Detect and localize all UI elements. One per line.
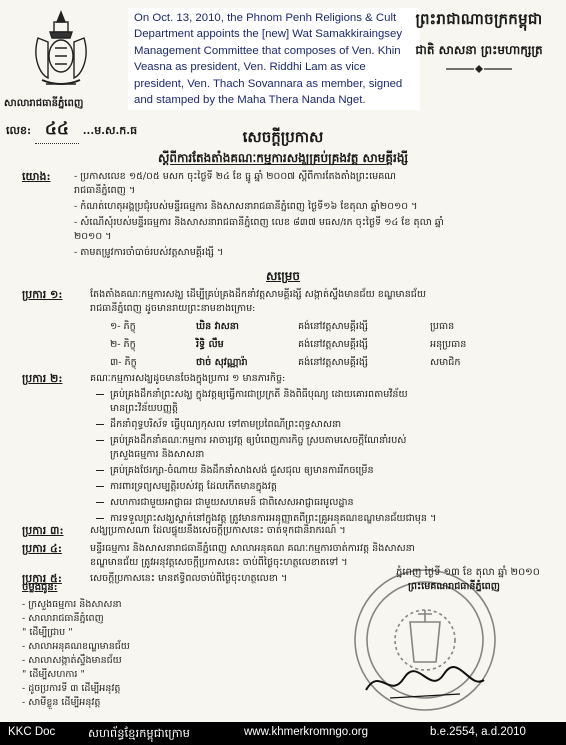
considering-line: ២០១០ ។ bbox=[74, 231, 112, 242]
cc-item: - សាមីខ្លួន ដើម្បីអនុវត្ត bbox=[22, 697, 101, 708]
considering-line: - ប្រកាសលេខ ១៥/០៥ មសក ចុះថ្ងៃទី ២៤ ខែ ធ្នូ ឆ្នាំ ២០០៧ ស្ដីពីការតែងតាំងព្រះមេគណ bbox=[74, 171, 397, 182]
english-caption: On Oct. 13, 2010, the Phnom Penh Religions & Cult Department appoints the [new] Wat Samakkiraingsey Management Committee that composes of Ven. Khin Veasna as president, Ven. Riddhi Lam as vice president, Ven. Thach Sovannara as member, signed and stamped by the Maha Thera Nanda Nget. bbox=[128, 8, 420, 110]
cc-item: - សាលារាជធានីភ្នំពេញ bbox=[22, 613, 104, 624]
duty-item: សហការជាមួយអាជ្ញាធរ ជាមួយសហគមន៍ ជាពិសេសអាជ្ញាធរមូលដ្ឋាន bbox=[96, 496, 354, 510]
duty-item: ដឹកនាំពុទ្ធបរិស័ទ ធ្វើបុណ្យកុសល ទៅតាមប្រពៃណីព្រះពុទ្ធសាសនា bbox=[96, 418, 341, 432]
article-4-label: ប្រការ ៤: bbox=[22, 542, 62, 555]
footer-doc-label: KKC Doc bbox=[8, 726, 56, 738]
cc-title: ចម្លងជូន: bbox=[22, 582, 58, 593]
member-role: សមាជិក bbox=[430, 357, 461, 368]
considering-line: រាជធានីភ្នំពេញ ។ bbox=[74, 185, 136, 196]
cc-item: " ដើម្បីសហការ " bbox=[22, 669, 85, 680]
document-title: សេចក្ដីប្រកាស bbox=[242, 128, 324, 146]
cc-item: " ដើម្បីជ្រាប " bbox=[22, 627, 73, 638]
handwritten-signature bbox=[360, 660, 490, 706]
considering-line: - សំណើសុំរបស់មន្ទីរធម្មការ និងសាសនារាជធានីភ្នំពេញ លេខ ៨៣៧ មធស/រភ ចុះថ្ងៃទី ១៤ ខែ តុលា ឆ្នាំ bbox=[74, 217, 444, 228]
article-1-text: រាជធានីភ្នំពេញ ដូចមានរាយព្រះនាមខាងក្រោម: bbox=[90, 303, 256, 314]
doc-no-value: ៤៤ bbox=[35, 118, 79, 144]
member-no: ៣- ភិក្ខុ bbox=[110, 357, 137, 368]
duty-item: គ្រប់គ្រងថែរក្សា-ចំណាយ និងដឹកនាំសាងសង់ ជួសជុល ឲ្យមានការរីកចម្រើន bbox=[96, 464, 374, 478]
considering-line: - កំណត់ហេតុអង្គប្រជុំរបស់មន្ទីរធម្មការ និងសាសនារាជធានីភ្នំពេញ ថ្ងៃទី១៦ ខែតុលា ឆ្នាំ២០១០ ។ bbox=[74, 201, 418, 212]
cc-item: - ក្រសួងធម្មការ និងសាសនា bbox=[22, 599, 122, 610]
royal-emblem-icon bbox=[28, 8, 94, 88]
member-no: ២- ភិក្ខុ bbox=[110, 339, 136, 350]
duty-item: មានព្រះវិន័យបញ្ញត្តិ bbox=[110, 403, 178, 414]
footer-website-link[interactable]: www.khmerkromngo.org bbox=[244, 726, 368, 738]
member-name: ឃិន វាសនា bbox=[196, 321, 239, 332]
article-4-text: មន្ទីរធម្មការ និងសាសនារាជធានីភ្នំពេញ សាលាអនុគណ គណៈកម្មការចាត់ការវត្ត និងសាសនា bbox=[90, 543, 415, 554]
kingdom-title: ព្រះរាជាណាចក្រកម្ពុជា bbox=[415, 10, 543, 28]
cc-item: - សាលាអនុគណខណ្ឌមានជ័យ bbox=[22, 641, 130, 652]
duty-item: ការទទួលព្រះសង្ឃស្នាក់នៅក្នុងវត្ត ត្រូវមានការអនុញ្ញាតពីព្រះគ្រូអនុគណខណ្ឌមានជ័យជាមុន ។ bbox=[96, 512, 436, 526]
member-role: អនុប្រធាន bbox=[430, 339, 467, 350]
member-place: គង់នៅវត្តសាមគ្គីរង្សី bbox=[298, 339, 368, 350]
member-name: រិទ្ធិ លឹម bbox=[196, 339, 224, 350]
doc-no-suffix: ...ម.ស.ក.ធ bbox=[82, 124, 138, 137]
ornament-divider-icon bbox=[444, 64, 514, 74]
article-2-label: ប្រការ ២: bbox=[22, 372, 63, 385]
date-line: ភ្នំពេញ ថ្ងៃទី ១៣ ខែ តុលា ឆ្នាំ ២០១០ bbox=[396, 567, 540, 578]
national-motto: ជាតិ សាសនា ព្រះមហាក្សត្រ bbox=[415, 43, 543, 57]
considering-label: យោង: bbox=[22, 170, 51, 183]
article-5-label: ប្រការ ៥: bbox=[22, 572, 62, 585]
member-role: ប្រធាន bbox=[430, 321, 455, 332]
article-1-text: តែងតាំងគណៈកម្មការសង្ឃ ដើម្បីគ្រប់គ្រងដឹកនាំវត្តសាមគ្គីរង្សី សង្កាត់ស្ទឹងមានជ័យ ខណ្ឌមានជ័យ bbox=[90, 289, 427, 300]
article-3-label: ប្រការ ៣: bbox=[22, 524, 64, 537]
footer-date: b.e.2554, a.d.2010 bbox=[430, 726, 526, 738]
member-no: ១- ភិក្ខុ bbox=[110, 321, 136, 332]
member-place: គង់នៅវត្តសាមគ្គីរង្សី bbox=[298, 357, 368, 368]
member-place: គង់នៅវត្តសាមគ្គីរង្សី bbox=[298, 321, 368, 332]
member-name: ថាច់ សុវណ្ណារ៉ា bbox=[196, 357, 248, 368]
considering-line: - តាមតម្រូវការចាំបាច់របស់វត្តសាមគ្គីរង្សី ។ bbox=[74, 247, 224, 258]
article-4-text: ខណ្ឌមានជ័យ ត្រូវអនុវត្តសេចក្ដីប្រកាសនេះ ចាប់ពីថ្ងៃចុះហត្ថលេខាតទៅ ។ bbox=[90, 557, 348, 568]
article-3-text: សង្ឃប្រកាសណា ដែលផ្ទុយនឹងសេចក្ដីប្រកាសនេះ ចាត់ទុកជានិរាករណ៍ ។ bbox=[90, 525, 346, 536]
cc-item: - ដូចប្រការទី ៣ ដើម្បីអនុវត្ត bbox=[22, 683, 121, 694]
duty-item: ការពារទ្រព្យសម្បត្តិរបស់វត្ត ដែលកើតមានក្នុងវត្ត bbox=[96, 480, 277, 494]
footer-bar bbox=[0, 722, 566, 745]
signature-title: ព្រះមេគណរាជធានីភ្នំពេញ bbox=[408, 581, 500, 592]
doc-no-label: លេខ: bbox=[6, 124, 32, 137]
footer-org-khmer: សហព័ន្ធខ្មែរកម្ពុជាក្រោម bbox=[88, 728, 190, 740]
duty-item: ក្រសួងធម្មការ និងសាសនា bbox=[110, 449, 205, 460]
kingdom-header bbox=[398, 10, 560, 74]
subtitle-underline bbox=[170, 164, 386, 165]
article-5-text: សេចក្ដីប្រកាសនេះ មានឥទ្ធិពលចាប់ពីថ្ងៃចុះហត្ថលេខា ។ bbox=[90, 573, 288, 584]
cc-item: - សាលាសង្កាត់ស្ទឹងមានជ័យ bbox=[22, 655, 122, 666]
article-2-text: គណៈកម្មការសង្ឃដូចមានចែងក្នុងប្រការ ១ មានភារកិច្ច: bbox=[90, 373, 286, 384]
document-subtitle: ស្ដីពីការតែងតាំងគណៈកម្មការសង្ឃគ្រប់គ្រងវត្ត សាមគ្គីរង្សី bbox=[157, 151, 409, 165]
decision-heading: សម្រេច bbox=[265, 269, 301, 283]
article-1-label: ប្រការ ១: bbox=[22, 288, 63, 301]
department-name: សាលារាជធានីភ្នំពេញ bbox=[4, 98, 84, 109]
duty-item: គ្រប់គ្រងដឹកនាំព្រះសង្ឃ ក្នុងវត្តឲ្យធ្វើការជាប្រក្រតី និងពិធីបុណ្យ ដោយគោរពតាមវិន័យ bbox=[96, 388, 408, 402]
duty-item: គ្រប់គ្រងដឹកនាំគណៈកម្មការ អាចារ្យវត្ត ឲ្យបំពេញភារកិច្ច ស្របតាមសេចក្ដីណែនាំរបស់ bbox=[96, 434, 406, 448]
